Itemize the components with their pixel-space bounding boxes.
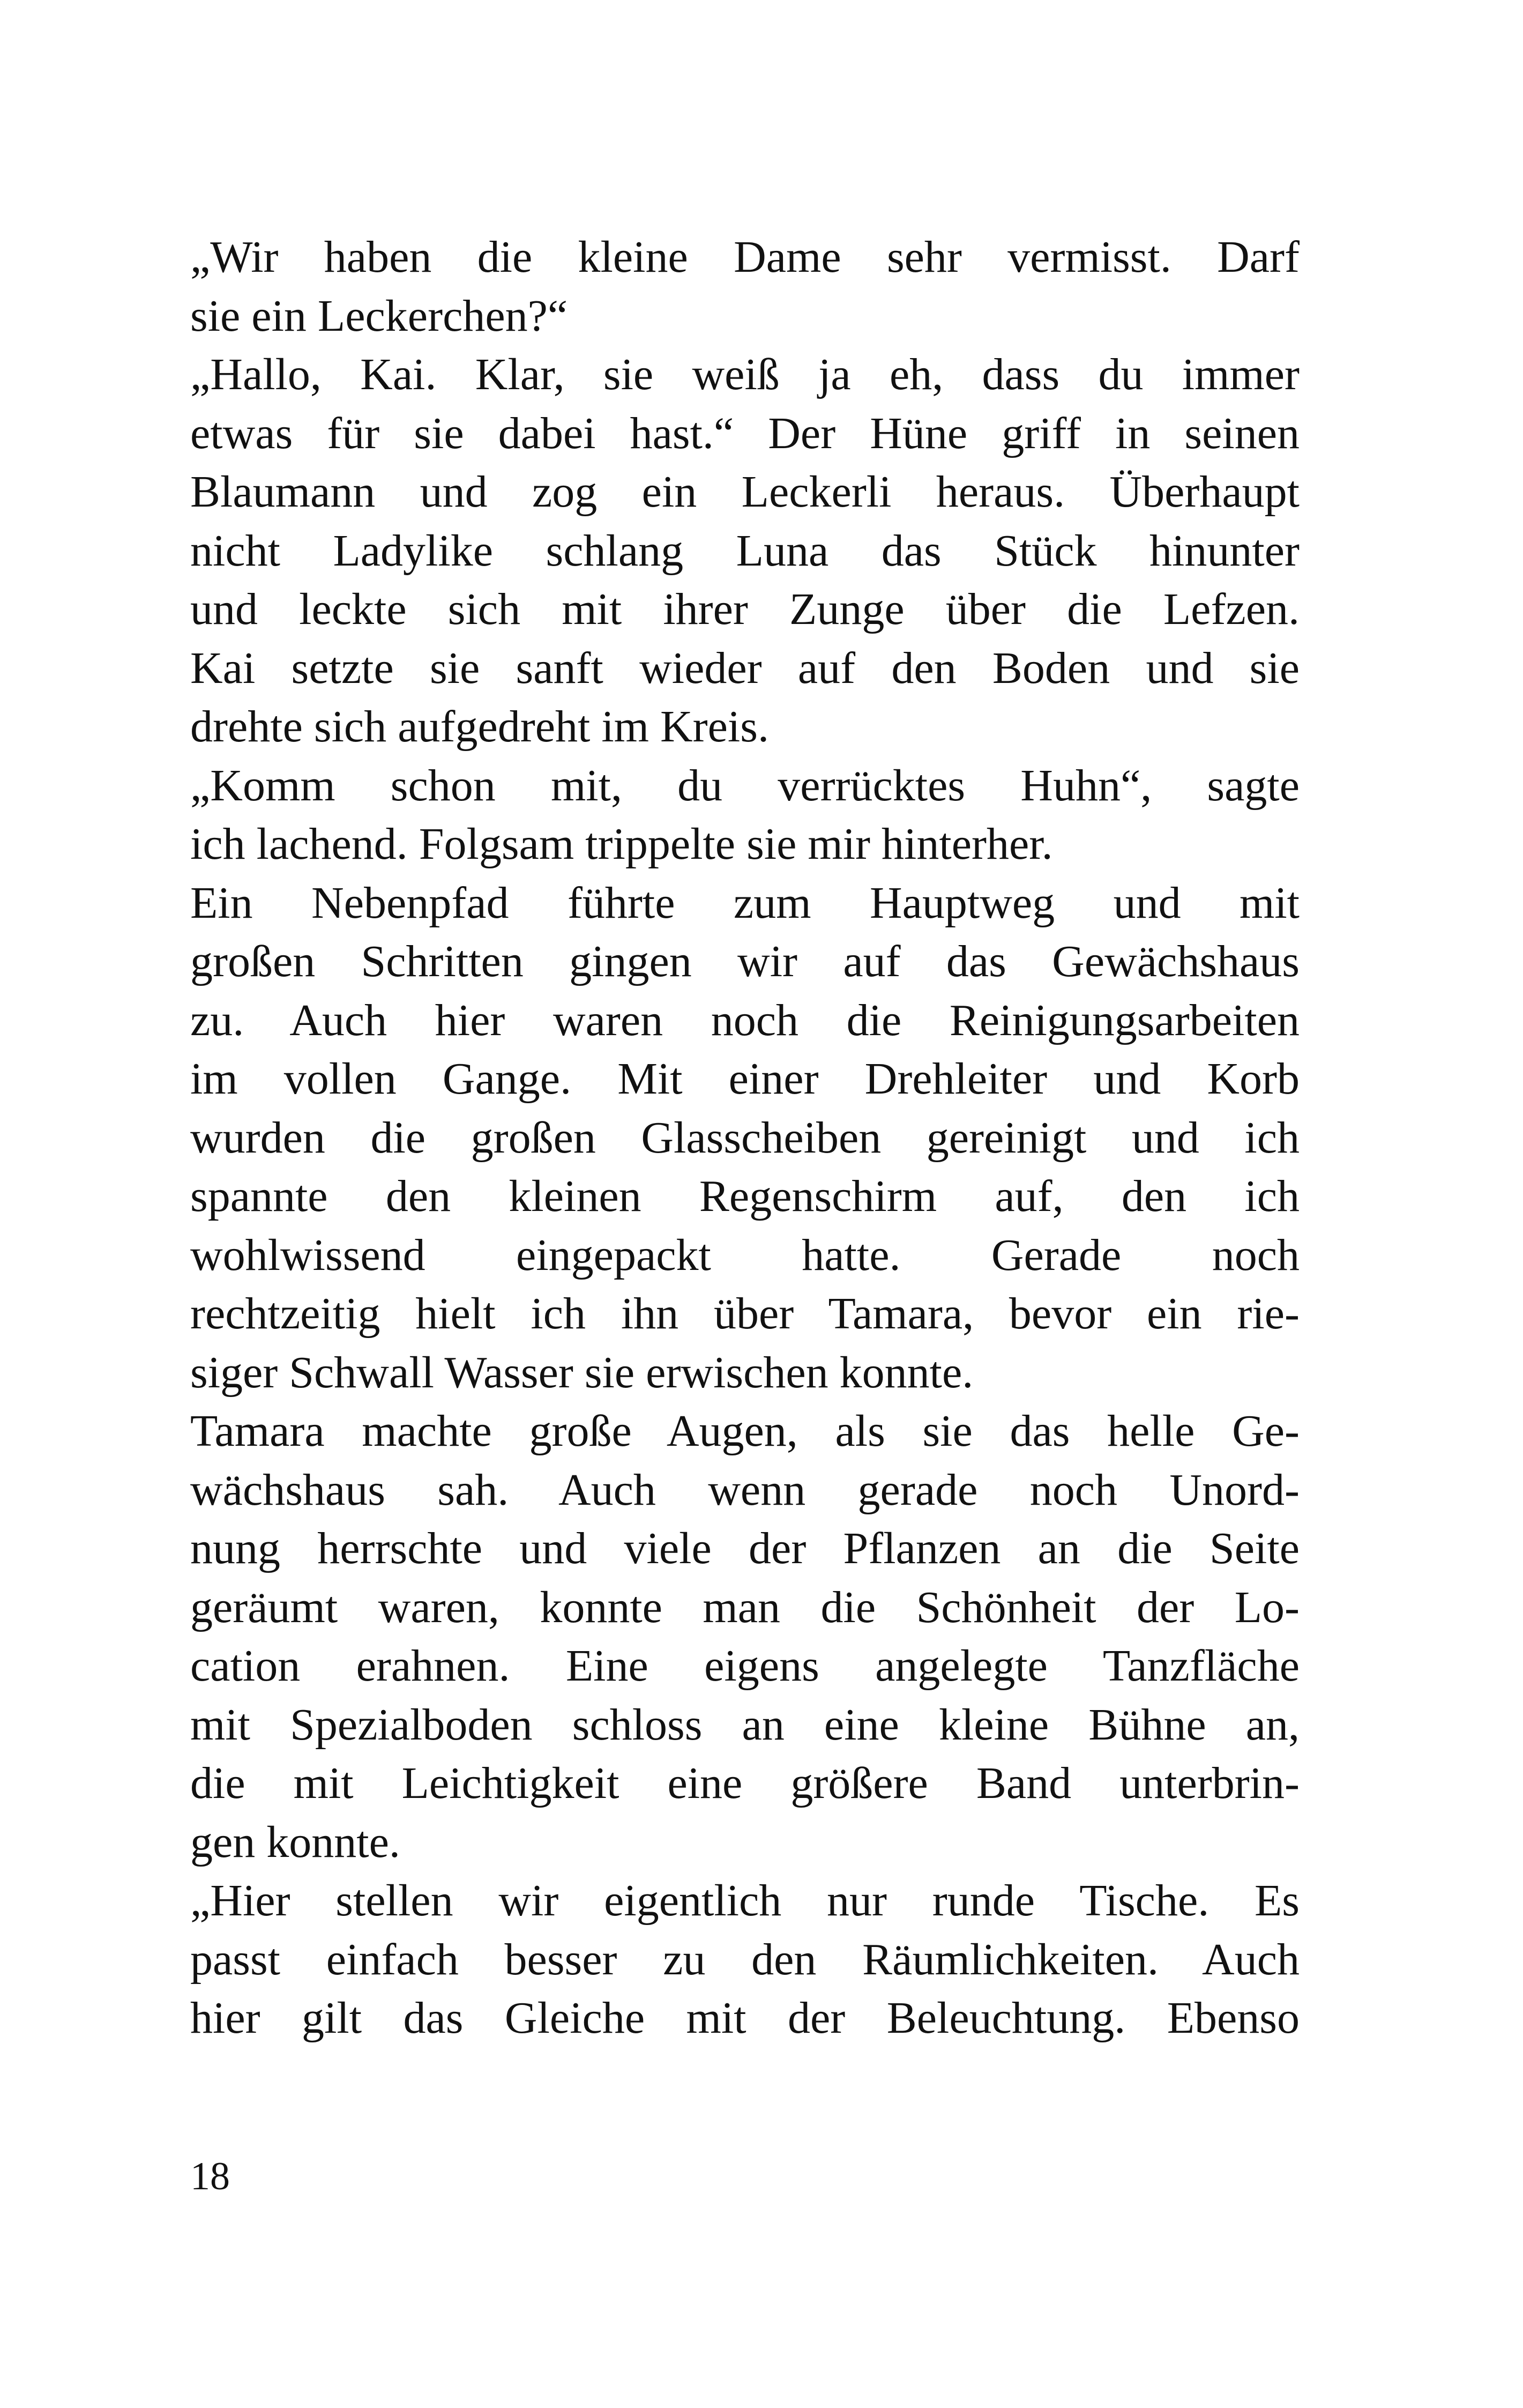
text-line: gen konnte.	[190, 1817, 400, 1867]
text-line: im vollen Gange. Mit einer Drehleiter und Korb	[190, 1054, 1300, 1104]
text-line: die mit Leichtigkeit eine größere Band unterbrin-	[190, 1758, 1300, 1808]
text-line: spannte den kleinen Regenschirm auf, den ich	[190, 1171, 1300, 1221]
text-line: rechtzeitig hielt ich ihn über Tamara, bevor ein rie-	[190, 1289, 1300, 1339]
text-line: siger Schwall Wasser sie erwischen konnte.	[190, 1347, 974, 1398]
text-line: passt einfach besser zu den Räumlichkeiten. Auch	[190, 1934, 1300, 1985]
page-number: 18	[190, 2154, 230, 2198]
text-line: cation erahnen. Eine eigens angelegte Tanzfläche	[190, 1641, 1300, 1691]
paragraph	[190, 1402, 1300, 1871]
text-line: „Hier stellen wir eigentlich nur runde Tische. Es	[190, 1876, 1300, 1926]
text-line: Ein Nebenpfad führte zum Hauptweg und mit	[190, 878, 1300, 928]
text-line: „Hallo, Kai. Klar, sie weiß ja eh, dass du immer	[190, 350, 1300, 399]
text-line: sie ein Leckerchen?“	[190, 291, 568, 341]
paragraph	[190, 874, 1300, 1402]
text-line: geräumt waren, konnte man die Schönheit der Lo-	[190, 1582, 1300, 1632]
text-line: großen Schritten gingen wir auf das Gewächshaus	[190, 937, 1300, 986]
text-line: hier gilt das Gleiche mit der Beleuchtung. Ebenso	[190, 1993, 1300, 2043]
paragraph	[190, 1871, 1300, 2048]
text-line: ich lachend. Folgsam trippelte sie mir hinterher.	[190, 819, 1053, 869]
text-line: nicht Ladylike schlang Luna das Stück hinunter	[190, 525, 1300, 576]
text-line: „Komm schon mit, du verrücktes Huhn“, sagte	[190, 760, 1300, 811]
paragraph	[190, 345, 1300, 756]
text-line: mit Spezialboden schloss an eine kleine Bühne an,	[190, 1699, 1300, 1750]
text-line: Tamara machte große Augen, als sie das helle Ge-	[190, 1406, 1300, 1456]
text-line: wächshaus sah. Auch wenn gerade noch Unord-	[190, 1465, 1300, 1515]
paragraph	[190, 228, 1300, 345]
text-line: drehte sich aufgedreht im Kreis.	[190, 702, 769, 752]
text-line: „Wir haben die kleine Dame sehr vermisst. Darf	[190, 232, 1300, 282]
body-text	[190, 228, 1300, 2048]
text-line: Blaumann und zog ein Leckerli heraus. Überhaupt	[190, 467, 1300, 517]
paragraph	[190, 756, 1300, 874]
text-line: zu. Auch hier waren noch die Reinigungsarbeiten	[190, 995, 1300, 1045]
text-line: wurden die großen Glasscheiben gereinigt und ich	[190, 1112, 1300, 1163]
text-line: etwas für sie dabei hast.“ Der Hüne griff in seinen	[190, 408, 1300, 458]
text-line: wohlwissend eingepackt hatte. Gerade noch	[190, 1230, 1300, 1280]
text-line: nung herrschte und viele der Pflanzen an die Seite	[190, 1523, 1300, 1573]
text-line: Kai setzte sie sanft wieder auf den Boden und sie	[190, 643, 1300, 693]
text-line: und leckte sich mit ihrer Zunge über die Lefzen.	[190, 584, 1300, 634]
